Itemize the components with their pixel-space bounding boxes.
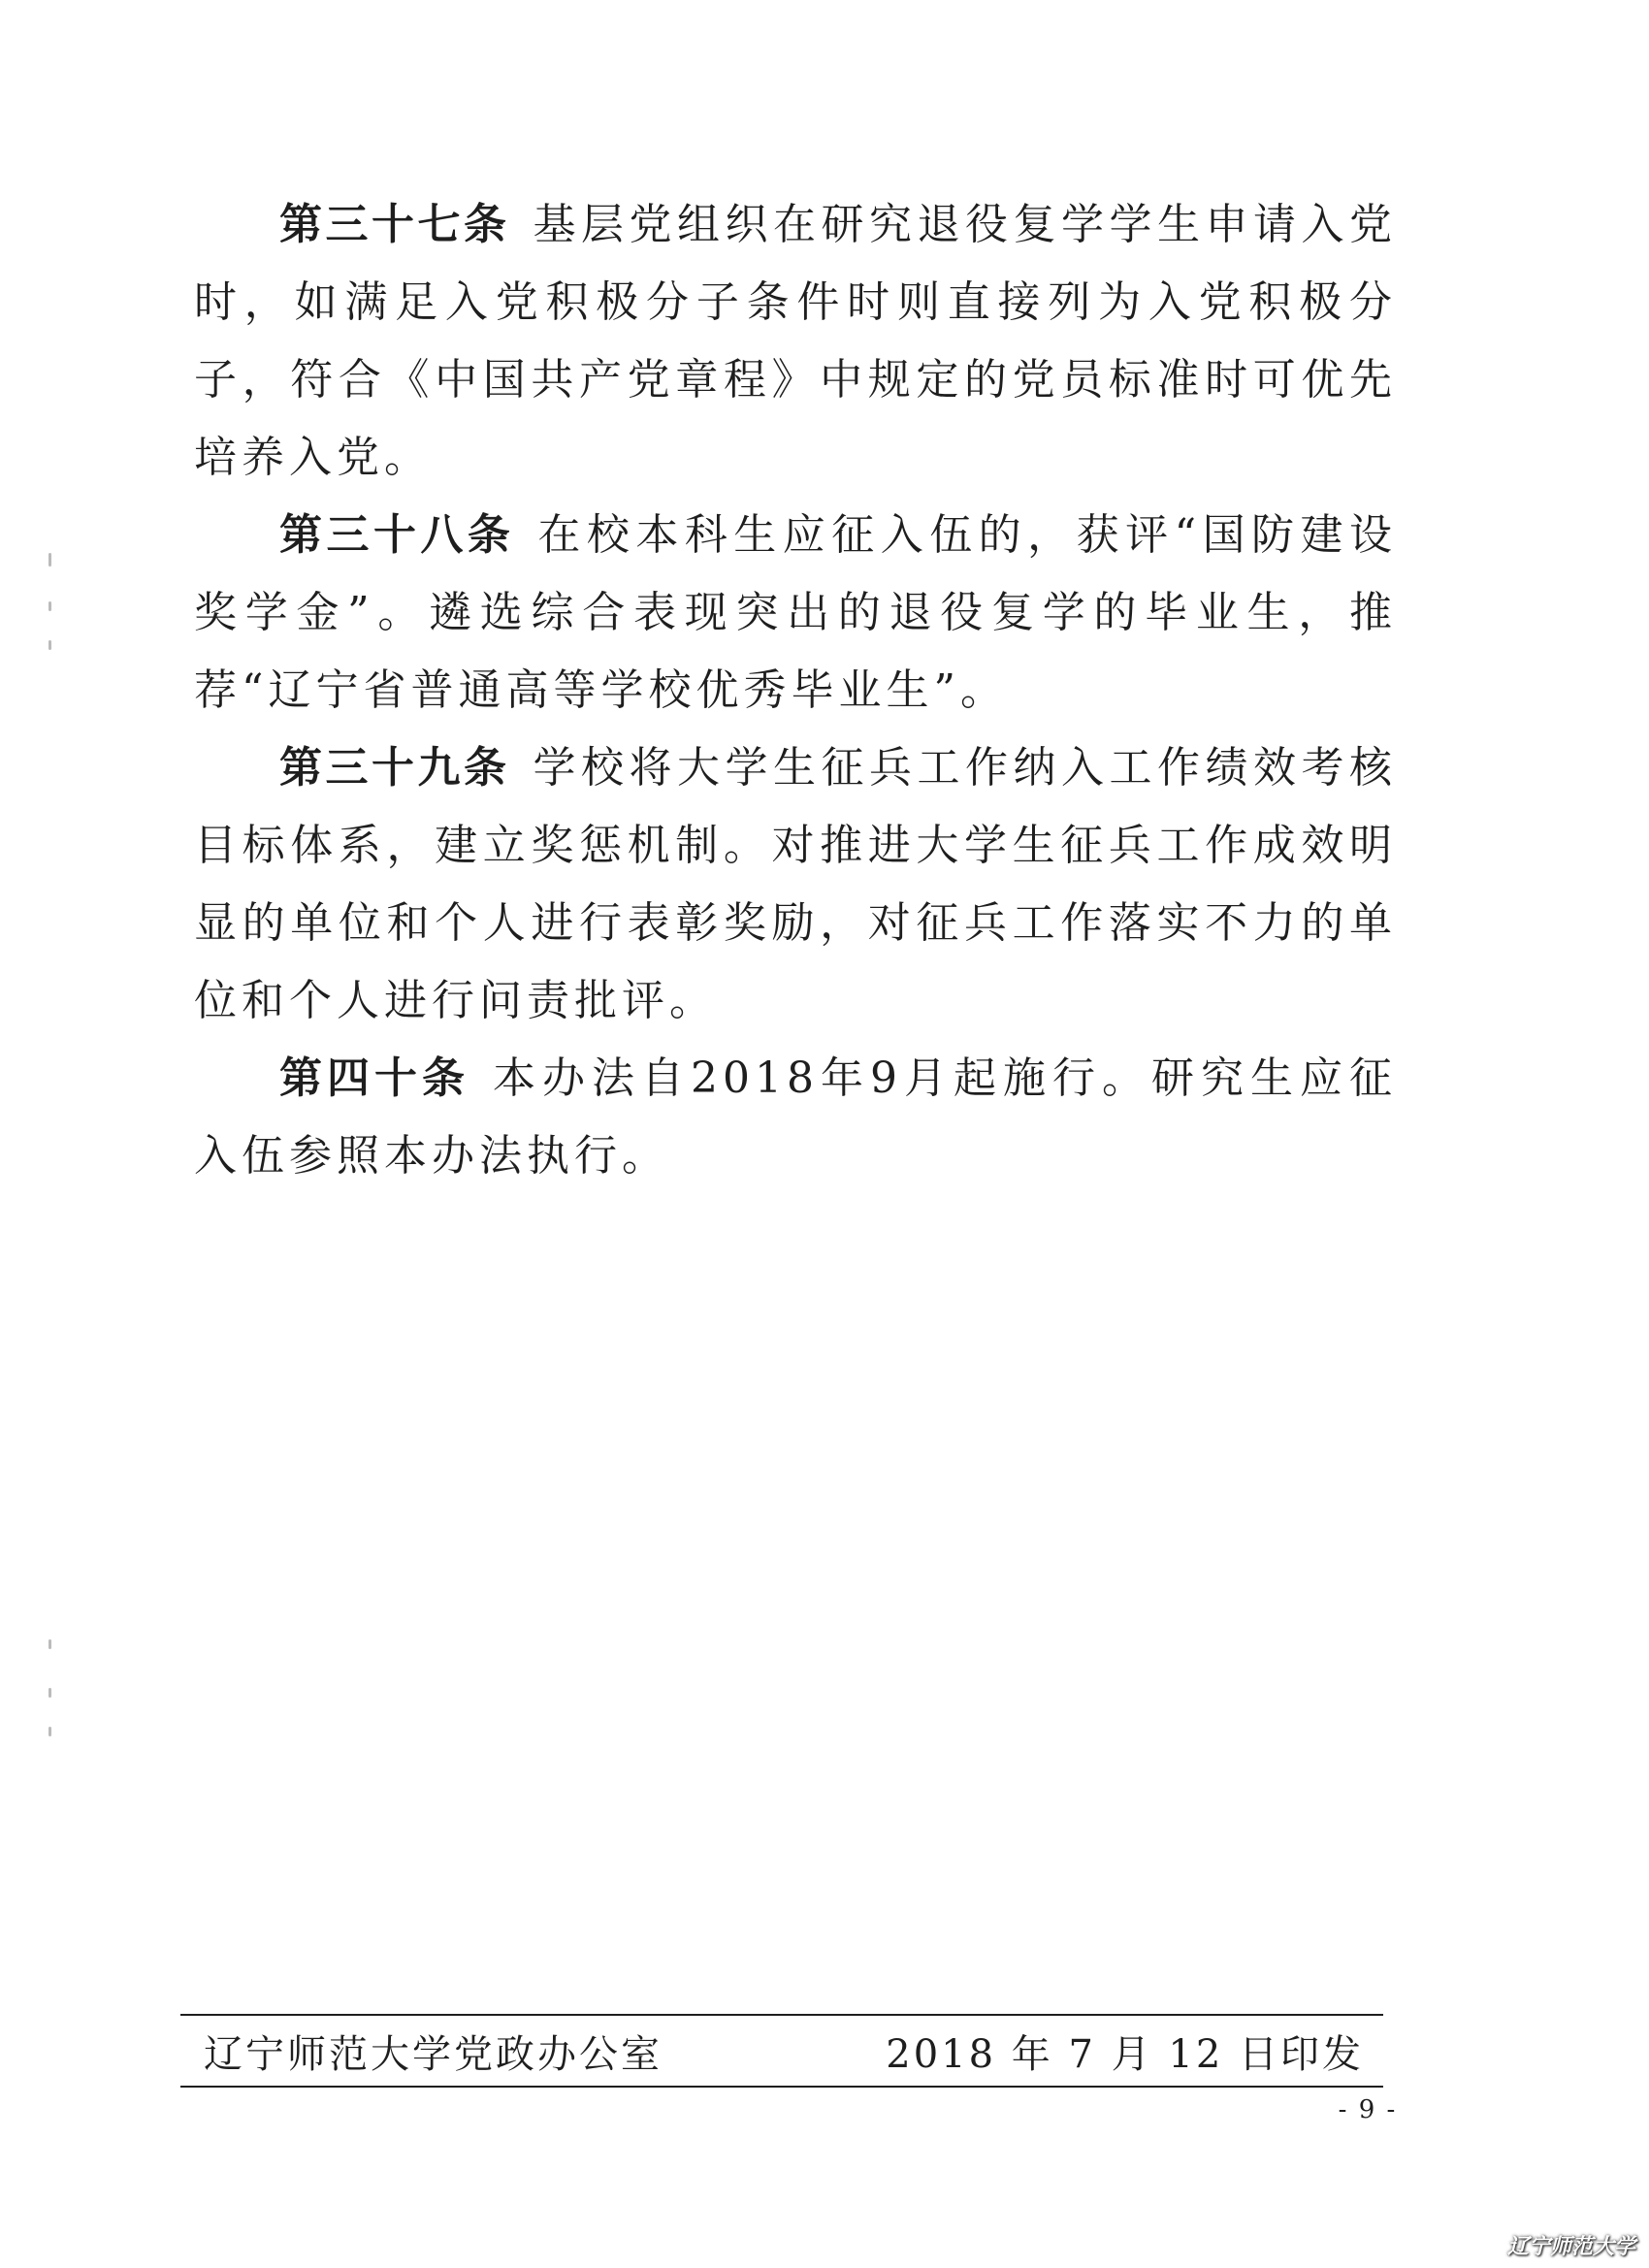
- article-title: 第三十八条: [279, 510, 515, 560]
- article-text: 在校本科生应征入伍的，获评“国防建设奖学金”。遴选综合表现突出的退役复学的毕业生，推荐“辽宁省普通高等学校优秀毕业生”。: [194, 510, 1397, 715]
- page-number: - 9 -: [1338, 2095, 1398, 2124]
- issuance-footer: [180, 2014, 1383, 2088]
- document-body: [194, 186, 1397, 1195]
- watermark: 辽宁师范大学: [1506, 2235, 1635, 2259]
- article-37: [194, 186, 1397, 497]
- scan-edge-mark: [48, 640, 51, 650]
- article-39: [194, 729, 1397, 1040]
- scan-edge-mark: [48, 1727, 51, 1736]
- article-40: [194, 1040, 1397, 1195]
- article-title: 第三十九条: [279, 743, 510, 793]
- article-38: [194, 497, 1397, 729]
- article-text: 本办法自2018年9月起施行。研究生应征入伍参照本办法执行。: [194, 1053, 1397, 1181]
- footer-bottom-rule: [180, 2086, 1383, 2088]
- issue-date: 2018 年 7 月 12 日印发: [886, 2031, 1364, 2077]
- scan-edge-mark: [48, 601, 51, 611]
- article-title: 第三十七条: [279, 200, 510, 249]
- article-text: 学校将大学生征兵工作纳入工作绩效考核目标体系，建立奖惩机制。对推进大学生征兵工作成效明显的单位和个人进行表彰奖励，对征兵工作落实不力的单位和个人进行问责批评。: [194, 743, 1397, 1025]
- scan-edge-mark: [48, 1688, 51, 1698]
- scan-edge-mark: [48, 553, 51, 567]
- footer-row: [180, 2016, 1383, 2086]
- scan-edge-mark: [48, 1639, 51, 1649]
- article-title: 第四十条: [279, 1053, 470, 1103]
- issuer-name: 辽宁师范大学党政办公室: [204, 2031, 663, 2077]
- article-text: 基层党组织在研究退役复学学生申请入党时，如满足入党积极分子条件时则直接列为入党积极分子，符合《中国共产党章程》中规定的党员标准时可优先培养入党。: [194, 200, 1397, 482]
